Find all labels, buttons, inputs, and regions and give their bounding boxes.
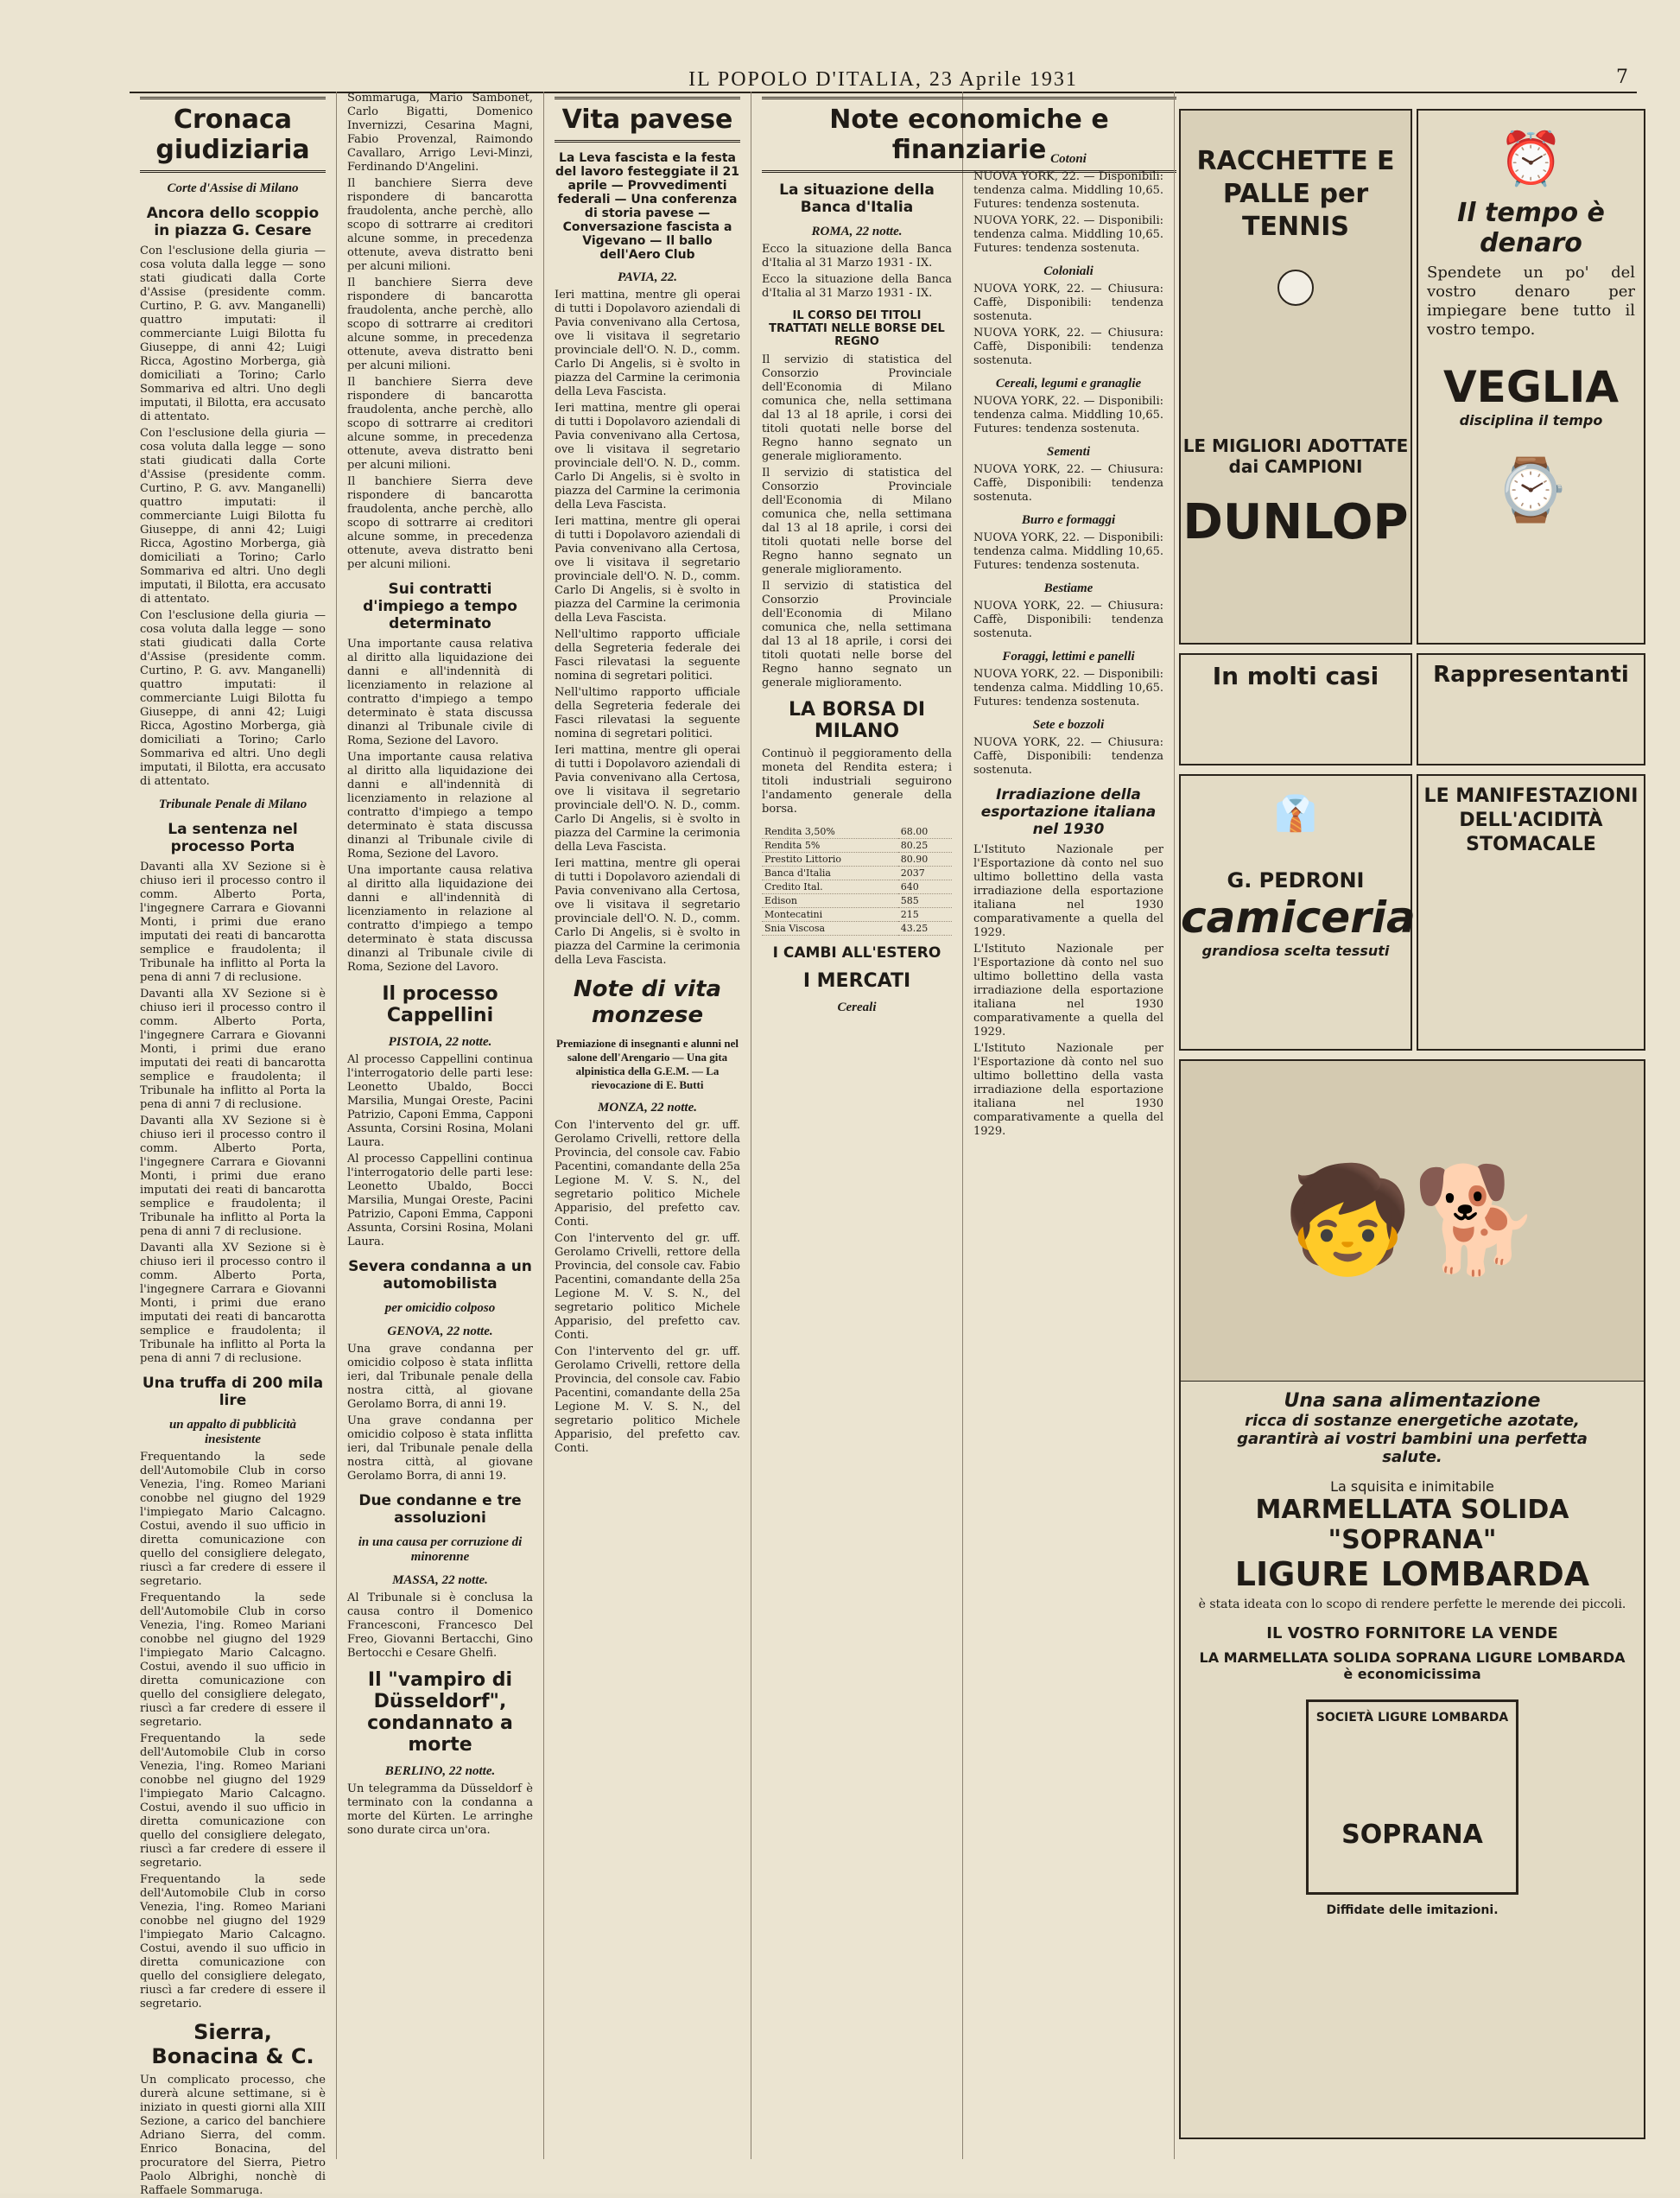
molti-casi-title: In molti casi bbox=[1212, 662, 1379, 690]
article-body: Il banchiere Sierra deve rispondere di bancarotta fraudolenta, anche perchè, allo scopo di sottrarre ai creditori alcune somme, in precedenza ottenute, aveva distratto beni per alcuni milioni. bbox=[347, 276, 533, 372]
alarm-clock-icon: ⏰ bbox=[1499, 129, 1563, 189]
article-body: NUOVA YORK, 22. — Chiusura: Caffè, Disponibili: tendenza sostenuta. bbox=[973, 327, 1163, 367]
product-box bbox=[1306, 1699, 1518, 1895]
article-body: Al Tribunale si è conclusa la causa contro il Domenico Francesconi, Francesco Del Freo, Giovanni Bertacchi, Gino Bertocchi e Cesare Ghelfi. bbox=[347, 1591, 533, 1660]
kicker: Premiazione di insegnanti e alunni nel salone dell'Arengario — Una gita alpinistica della G.E.M. — La rievocazione di E. Butti bbox=[555, 1037, 739, 1091]
pocket-watch-icon: ⌚ bbox=[1493, 454, 1569, 525]
dateline: PAVIA, 22. bbox=[617, 270, 678, 284]
subhead: Coloniali bbox=[1043, 264, 1094, 278]
subhead: Sete e bozzoli bbox=[1032, 718, 1105, 732]
article-body: Davanti alla XV Sezione si è chiuso ieri il processo contro il comm. Alberto Porta, l'ingegnere Carrara e Giovanni Monti, i primi due erano imputati dei reati di bancarotta semplice e fraudolenta; il Tribunale ha inflitto al Porta la pena di anni 7 di reclusione. bbox=[140, 988, 326, 1111]
article-body: Ieri mattina, mentre gli operai di tutti i Dopolavoro aziendali di Pavia convenivano alla Certosa, ove li visitava il segretario provinciale dell'O. N. D., comm. Carlo Di Angelis, si è svolto in piazza del Carmine la cerimonia della Leva Fascista. bbox=[555, 289, 740, 398]
subhead: Cotoni bbox=[1050, 152, 1087, 166]
section-title: Cronaca giudiziaria bbox=[155, 105, 310, 165]
dateline: MONZA, 22 notte. bbox=[597, 1101, 697, 1115]
headline: I MERCATI bbox=[802, 970, 911, 992]
quote-row bbox=[762, 867, 952, 880]
article-body: Il servizio di statistica del Consorzio Provinciale dell'Economia di Milano comunica che, nella settimana dal 13 al 18 aprile, i corsi dei titoli quotati nelle borse del Regno hanno segnato un generale miglioramento. bbox=[762, 580, 952, 689]
quote-cell: Prestito Littorio bbox=[762, 853, 898, 867]
article-body: NUOVA YORK, 22. — Chiusura: Caffè, Disponibili: tendenza sostenuta. bbox=[973, 283, 1163, 323]
marmellata-head: La squisita e inimitabile bbox=[1330, 1478, 1494, 1495]
article-body: Con l'intervento del gr. uff. Gerolamo Crivelli, rettore della Provincia, del console cav. Fabio Pacentini, comandante della 25a Legione M. V. S. N., del segretario politico Michele Apparisio, del prefetto cav. Conti. bbox=[555, 1345, 740, 1455]
article-body: Frequentando la sede dell'Automobile Club in corso Venezia, l'ing. Romeo Mariani conobbe nel giugno del 1929 l'impiegato Mario Calcagno. Costui, avendo il suo ufficio in diretta comunicazione con quello del consigliere delegato, riuscì a far credere di essere il segretario. bbox=[140, 1451, 326, 1588]
quote-cell: Snia Viscosa bbox=[762, 922, 898, 936]
headline: I CAMBI ALL'ESTERO bbox=[772, 944, 941, 962]
veglia-slogan: Il tempo è denaro bbox=[1457, 198, 1605, 258]
article-body: Con l'esclusione della giuria — cosa voluta dalla legge — sono stati giudicati dalla Corte d'Assise (presidente comm. Curtino, P. G. avv. Manganelli) quattro imputati: il commerciante Luigi Bilotta fu Giuseppe, di anni 42; Luigi Ricca, Agostino Morberga, già domiciliati a Torino; Carlo Sommariva ed altri. Uno degli imputati, il Bilotta, era accusato di attentato. bbox=[140, 245, 326, 423]
article-body: Frequentando la sede dell'Automobile Club in corso Venezia, l'ing. Romeo Mariani conobbe nel giugno del 1929 l'impiegato Mario Calcagno. Costui, avendo il suo ufficio in diretta comunicazione con quello del consigliere delegato, riuscì a far credere di essere il segretario. bbox=[140, 1873, 326, 2011]
article-body: Con l'esclusione della giuria — cosa voluta dalla legge — sono stati giudicati dalla Corte d'Assise (presidente comm. Curtino, P. G. avv. Manganelli) quattro imputati: il commerciante Luigi Bilotta fu Giuseppe, di anni 42; Luigi Ricca, Agostino Morberga, già domiciliati a Torino; Carlo Sommariva ed altri. Uno degli imputati, il Bilotta, era accusato di attentato. bbox=[140, 427, 326, 606]
quotes-table bbox=[762, 825, 952, 936]
dateline: GENOVA, 22 notte. bbox=[387, 1325, 493, 1338]
quote-cell: Edison bbox=[762, 894, 898, 908]
article-body: Davanti alla XV Sezione si è chiuso ieri il processo contro il comm. Alberto Porta, l'ingegnere Carrara e Giovanni Monti, i primi due erano imputati dei reati di bancarotta semplice e fraudolenta; il Tribunale ha inflitto al Porta la pena di anni 7 di reclusione. bbox=[140, 1115, 326, 1238]
subhead: Cereali bbox=[837, 1001, 877, 1014]
article-body: NUOVA YORK, 22. — Disponibili: tendenza calma. Middling 10,65. Futures: tendenza sostenuta. bbox=[973, 170, 1163, 211]
article-body: Ecco la situazione della Banca d'Italia al 31 Marzo 1931 - IX. bbox=[762, 273, 952, 300]
quote-cell: Banca d'Italia bbox=[762, 867, 898, 880]
subhead: Bestiame bbox=[1043, 581, 1094, 595]
headline: Ancora dello scoppio in piazza G. Cesare bbox=[146, 205, 320, 239]
headline: Severa condanna a un automobilista bbox=[348, 1258, 532, 1293]
quote-cell: 80.90 bbox=[898, 853, 952, 867]
headline: Sierra, Bonacina & C. bbox=[151, 2020, 314, 2068]
article-body: NUOVA YORK, 22. — Chiusura: Caffè, Disponibili: tendenza sostenuta. bbox=[973, 600, 1163, 640]
article-body: Frequentando la sede dell'Automobile Club in corso Venezia, l'ing. Romeo Mariani conobbe nel giugno del 1929 l'impiegato Mario Calcagno. Costui, avendo il suo ufficio in diretta comunicazione con quello del consigliere delegato, riuscì a far credere di essere il segretario. bbox=[140, 1591, 326, 1729]
marmellata-body: è stata ideata con lo scopo di rendere perfette le merende dei piccoli. bbox=[1198, 1598, 1626, 1611]
article-body: Con l'esclusione della giuria — cosa voluta dalla legge — sono stati giudicati dalla Corte d'Assise (presidente comm. Curtino, P. G. avv. Manganelli) quattro imputati: il commerciante Luigi Bilotta fu Giuseppe, di anni 42; Luigi Ricca, Agostino Morberga, già domiciliati a Torino; Carlo Sommariva ed altri. Uno degli imputati, il Bilotta, era accusato di attentato. bbox=[140, 609, 326, 788]
marmellata-title: MARMELLATA SOLIDA "SOPRANA" bbox=[1255, 1495, 1569, 1555]
article-body: Il banchiere Sierra deve rispondere di bancarotta fraudolenta, anche perchè, allo scopo di sottrarre ai creditori alcune somme, in precedenza ottenute, aveva distratto beni per alcuni milioni. bbox=[347, 376, 533, 472]
article-body: Ieri mattina, mentre gli operai di tutti i Dopolavoro aziendali di Pavia convenivano alla Certosa, ove li visitava il segretario provinciale dell'O. N. D., comm. Carlo Di Angelis, si è svolto in piazza del Carmine la cerimonia della Leva Fascista. bbox=[555, 515, 740, 625]
box-label: SOCIETÀ LIGURE LOMBARDA bbox=[1315, 1711, 1509, 1725]
quote-row bbox=[762, 853, 952, 867]
headline: Il processo Cappellini bbox=[382, 983, 498, 1026]
racchette-label: RACCHETTE E PALLE per TENNIS bbox=[1196, 146, 1395, 242]
subhead: Sementi bbox=[1046, 445, 1090, 459]
article-body: NUOVA YORK, 22. — Chiusura: Caffè, Disponibili: tendenza sostenuta. bbox=[973, 463, 1163, 504]
economica-title: LA MARMELLATA SOLIDA SOPRANA LIGURE LOMBARDA è economicissima bbox=[1199, 1649, 1626, 1682]
quote-cell: 585 bbox=[898, 894, 952, 908]
headline: Due condanne e tre assoluzioni bbox=[358, 1492, 522, 1527]
article-body: Una grave condanna per omicidio colposo è stata inflitta ieri, dal Tribunale penale della nostra città, al giovane Gerolamo Borra, di anni 19. bbox=[347, 1414, 533, 1483]
article-body: Il banchiere Sierra deve rispondere di bancarotta fraudolenta, anche perchè, allo scopo di sottrarre ai creditori alcune somme, in precedenza ottenute, aveva distratto beni per alcuni milioni. bbox=[347, 177, 533, 273]
spacer bbox=[973, 92, 1163, 143]
quote-cell: 215 bbox=[898, 908, 952, 922]
article-body: Una grave condanna per omicidio colposo è stata inflitta ieri, dal Tribunale penale della nostra città, al giovane Gerolamo Borra, di anni 19. bbox=[347, 1343, 533, 1411]
article-body: Nell'ultimo rapporto ufficiale della Segreteria federale dei Fasci rilevatasi la seguente nomina di segretari politici. bbox=[555, 686, 740, 740]
section-title: Note economiche e finanziarie bbox=[829, 105, 1109, 165]
article-body: Continuò il peggioramento della moneta del Rendita estera; i titoli industriali seguirono l'andamento generale della borsa. bbox=[762, 747, 952, 816]
acidita-ad bbox=[1417, 774, 1645, 1051]
quote-cell: Credito Ital. bbox=[762, 880, 898, 894]
headline: Una truffa di 200 mila lire bbox=[142, 1375, 324, 1409]
article-body: Ecco la situazione della Banca d'Italia al 31 Marzo 1931 - IX. bbox=[762, 243, 952, 270]
quote-row bbox=[762, 894, 952, 908]
headline: La situazione della Banca d'Italia bbox=[779, 181, 935, 216]
column-cronaca bbox=[130, 92, 337, 2197]
article-body: Un telegramma da Düsseldorf è terminato con la condanna a morte del Kürten. Le arringhe sono durate circa un'ora. bbox=[347, 1782, 533, 1837]
quote-row bbox=[762, 922, 952, 936]
soprana-ad bbox=[1179, 1059, 1645, 2139]
quote-cell: Rendita 5% bbox=[762, 839, 898, 853]
article-body: Sommaruga, Mario Sambonet, Carlo Bigatti, Domenico Invernizzi, Cesarina Magni, Fabio Provenzal, Raimondo Cavallaro, Arrigo Levi-Minzi, Ferdinando D'Angelini. bbox=[347, 92, 533, 174]
section-title: Vita pavese bbox=[561, 105, 733, 135]
article-body: Al processo Cappellini continua l'interrogatorio delle parti lese: Leonetto Ubaldo, Bocci Marsilia, Mungai Oreste, Pacini Patrizio, Caponi Emma, Capponi Assunta, Corsini Rosina, Molani Laura. bbox=[347, 1153, 533, 1248]
article-body: Il servizio di statistica del Consorzio Provinciale dell'Economia di Milano comunica che, nella settimana dal 13 al 18 aprile, i corsi dei titoli quotati nelle borse del Regno hanno segnato un generale miglioramento. bbox=[762, 467, 952, 576]
camiceria-title: camiceria bbox=[1181, 893, 1416, 943]
article-body: Davanti alla XV Sezione si è chiuso ieri il processo contro il comm. Alberto Porta, l'ingegnere Carrara e Giovanni Monti, i primi due erano imputati dei reati di bancarotta semplice e fraudolenta; il Tribunale ha inflitto al Porta la pena di anni 7 di reclusione. bbox=[140, 861, 326, 984]
dunlop-tag: LE MIGLIORI ADOTTATE dai CAMPIONI bbox=[1182, 435, 1409, 477]
subhead: Cereali, legumi e granaglie bbox=[995, 377, 1142, 391]
article-body: Ieri mattina, mentre gli operai di tutti i Dopolavoro aziendali di Pavia convenivano alla Certosa, ove li visitava il segretario provinciale dell'O. N. D., comm. Carlo Di Angelis, si è svolto in piazza del Carmine la cerimonia della Leva Fascista. bbox=[555, 857, 740, 967]
headline: IL CORSO DEI TITOLI TRATTATI NELLE BORSE DEL REGNO bbox=[769, 309, 945, 348]
molti-casi-ad bbox=[1179, 653, 1412, 765]
ligure-title: LIGURE LOMBARDA bbox=[1234, 1555, 1590, 1593]
article-body: Un complicato processo, che durerà alcune settimane, si è iniziato in questi giorni alla XIII Sezione, a carico del banchiere Adriano Sierra, del comm. Enrico Bonacina, del procuratore del Sierra, Pietro Paolo Albrighi, nonchè di Raffaele Sommaruga. bbox=[140, 2074, 326, 2197]
box-brand: SOPRANA bbox=[1341, 1820, 1483, 1850]
subhead: Foraggi, lettimi e panelli bbox=[1002, 650, 1135, 664]
veglia-tag: disciplina il tempo bbox=[1459, 412, 1603, 429]
subhead: Tribunale Penale di Milano bbox=[158, 797, 307, 811]
kicker: in una causa per corruzione di minorenne bbox=[358, 1535, 523, 1564]
quote-row bbox=[762, 880, 952, 894]
article-body: Una importante causa relativa al diritto alla liquidazione dei danni e all'indennità di licenziamento in relazione al contratto d'impiego a tempo determinato è stata discussa dinanzi al Tribunale civile di Roma, Sezione del Lavoro. bbox=[347, 864, 533, 974]
quote-cell: 43.25 bbox=[898, 922, 952, 936]
dunlop-ad bbox=[1179, 109, 1412, 645]
article-body: Ieri mattina, mentre gli operai di tutti i Dopolavoro aziendali di Pavia convenivano alla Certosa, ove li visitava il segretario provinciale dell'O. N. D., comm. Carlo Di Angelis, si è svolto in piazza del Carmine la cerimonia della Leva Fascista. bbox=[555, 402, 740, 511]
alimentazione-body: ricca di sostanze energetiche azotate, garantirà ai vostri bambini una perfetta salute. bbox=[1237, 1412, 1588, 1466]
headline: La sentenza nel processo Porta bbox=[168, 821, 298, 855]
article-body: NUOVA YORK, 22. — Disponibili: tendenza calma. Middling 10,65. Futures: tendenza sostenuta. bbox=[973, 395, 1163, 435]
article-body: L'Istituto Nazionale per l'Esportazione dà conto nel suo ultimo bollettino della vasta irradiazione della esportazione italiana nel 1930 comparativamente a quella del 1929. bbox=[973, 843, 1163, 939]
article-body: NUOVA YORK, 22. — Disponibili: tendenza calma. Middling 10,65. Futures: tendenza sostenuta. bbox=[973, 214, 1163, 255]
article-body: Al processo Cappellini continua l'interrogatorio delle parti lese: Leonetto Ubaldo, Bocci Marsilia, Mungai Oreste, Pacini Patrizio, Caponi Emma, Capponi Assunta, Corsini Rosina, Molani Laura. bbox=[347, 1053, 533, 1149]
dateline: PISTOIA, 22 notte. bbox=[388, 1035, 492, 1049]
veglia-logo: VEGLIA bbox=[1442, 362, 1620, 412]
pedroni-ad bbox=[1179, 774, 1416, 1051]
article-body: L'Istituto Nazionale per l'Esportazione dà conto nel suo ultimo bollettino della vasta irradiazione della esportazione italiana nel 1930 comparativamente a quella del 1929. bbox=[973, 943, 1163, 1039]
article-body: Il banchiere Sierra deve rispondere di bancarotta fraudolenta, anche perchè, allo scopo di sottrarre ai creditori alcune somme, in precedenza ottenute, aveva distratto beni per alcuni milioni. bbox=[347, 475, 533, 571]
article-body: Una importante causa relativa al diritto alla liquidazione dei danni e all'indennità di licenziamento in relazione al contratto d'impiego a tempo determinato è stata discussa dinanzi al Tribunale civile di Roma, Sezione del Lavoro. bbox=[347, 638, 533, 747]
veglia-body: Spendete un po' del vostro denaro per impiegare bene tutto il vostro tempo. bbox=[1427, 264, 1635, 339]
child-and-dog-illustration: 🧒🐕 bbox=[1181, 1061, 1644, 1382]
dateline: MASSA, 22 notte. bbox=[392, 1573, 488, 1587]
paper-title: IL POPOLO D'ITALIA, 23 Aprile 1931 bbox=[688, 68, 1078, 91]
quote-row bbox=[762, 839, 952, 853]
acidita-title: LE MANIFESTAZIONI DELL'ACIDITÀ STOMACALE bbox=[1423, 785, 1639, 855]
rappresentanti-ad bbox=[1417, 653, 1645, 765]
article-body: Con l'intervento del gr. uff. Gerolamo Crivelli, rettore della Provincia, del console cav. Fabio Pacentini, comandante della 25a Legione M. V. S. N., del segretario politico Michele Apparisio, del prefetto cav. Conti. bbox=[555, 1232, 740, 1342]
quote-cell: 80.25 bbox=[898, 839, 952, 853]
quote-cell: 640 bbox=[898, 880, 952, 894]
article-body: Con l'intervento del gr. uff. Gerolamo Crivelli, rettore della Provincia, del console cav. Fabio Pacentini, comandante della 25a Legione M. V. S. N., del segretario politico Michele Apparisio, del prefetto cav. Conti. bbox=[555, 1119, 740, 1229]
quote-row bbox=[762, 908, 952, 922]
camiceria-tag: grandiosa scelta tessuti bbox=[1201, 943, 1390, 959]
quote-row bbox=[762, 825, 952, 839]
section-header bbox=[555, 97, 740, 143]
column-judicial-cont bbox=[337, 92, 544, 2159]
quote-cell: Montecatini bbox=[762, 908, 898, 922]
headline: Il "vampiro di Düsseldorf", condannato a morte bbox=[367, 1669, 513, 1756]
dateline: ROMA, 22 notte. bbox=[811, 225, 903, 238]
kicker: per omicidio colposo bbox=[384, 1301, 496, 1315]
column-mercati bbox=[963, 92, 1175, 2159]
column-vita-pavese bbox=[544, 92, 751, 2159]
rappresentanti-title: Rappresentanti bbox=[1433, 662, 1629, 688]
quote-cell: Rendita 3,50% bbox=[762, 825, 898, 839]
pedroni-name: G. PEDRONI bbox=[1227, 868, 1365, 893]
article-body: Nell'ultimo rapporto ufficiale della Segreteria federale dei Fasci rilevatasi la seguente nomina di segretari politici. bbox=[555, 628, 740, 683]
masthead bbox=[130, 64, 1637, 93]
headline: LA BORSA DI MILANO bbox=[788, 699, 926, 742]
diffidate-note: Diffidate delle imitazioni. bbox=[1326, 1903, 1499, 1917]
article-body: Una importante causa relativa al diritto alla liquidazione dei danni e all'indennità di licenziamento in relazione al contratto d'impiego a tempo determinato è stata discussa dinanzi al Tribunale civile di Roma, Sezione del Lavoro. bbox=[347, 751, 533, 861]
veglia-ad bbox=[1417, 109, 1645, 645]
advertisements bbox=[1179, 92, 1645, 2159]
headline: Irradiazione della esportazione italiana nel 1930 bbox=[980, 786, 1157, 838]
article-body: NUOVA YORK, 22. — Disponibili: tendenza calma. Middling 10,65. Futures: tendenza sostenuta. bbox=[973, 531, 1163, 572]
article-body: Davanti alla XV Sezione si è chiuso ieri il processo contro il comm. Alberto Porta, l'ingegnere Carrara e Giovanni Monti, i primi due erano imputati dei reati di bancarotta semplice e fraudolenta; il Tribunale ha inflitto al Porta la pena di anni 7 di reclusione. bbox=[140, 1242, 326, 1365]
subhead: Burro e formaggi bbox=[1021, 513, 1116, 527]
article-body: Il servizio di statistica del Consorzio Provinciale dell'Economia di Milano comunica che, nella settimana dal 13 al 18 aprile, i corsi dei titoli quotati nelle borse del Regno hanno segnato un generale miglioramento. bbox=[762, 353, 952, 463]
dateline: BERLINO, 22 notte. bbox=[384, 1764, 496, 1778]
article-body: NUOVA YORK, 22. — Disponibili: tendenza calma. Middling 10,65. Futures: tendenza sostenuta. bbox=[973, 668, 1163, 708]
page-number: 7 bbox=[1616, 67, 1628, 88]
subhead: Corte d'Assise di Milano bbox=[167, 181, 299, 195]
article-body: Ieri mattina, mentre gli operai di tutti i Dopolavoro aziendali di Pavia convenivano alla Certosa, ove li visitava il segretario provinciale dell'O. N. D., comm. Carlo Di Angelis, si è svolto in piazza del Carmine la cerimonia della Leva Fascista. bbox=[555, 744, 740, 854]
article-body: L'Istituto Nazionale per l'Esportazione dà conto nel suo ultimo bollettino della vasta irradiazione della esportazione italiana nel 1930 comparativamente a quella del 1929. bbox=[973, 1042, 1163, 1138]
headline: Sui contratti d'impiego a tempo determinato bbox=[363, 581, 517, 632]
fornitore-title: IL VOSTRO FORNITORE LA VENDE bbox=[1266, 1624, 1558, 1642]
article-body: NUOVA YORK, 22. — Chiusura: Caffè, Disponibili: tendenza sostenuta. bbox=[973, 736, 1163, 777]
section-header bbox=[140, 97, 326, 173]
kicker: un appalto di pubblicità inesistente bbox=[168, 1418, 297, 1446]
shirt-icon: 👔 bbox=[1274, 794, 1317, 834]
headline: Note di vita monzese bbox=[573, 976, 722, 1028]
article-body: Frequentando la sede dell'Automobile Club in corso Venezia, l'ing. Romeo Mariani conobbe nel giugno del 1929 l'impiegato Mario Calcagno. Costui, avendo il suo ufficio in diretta comunicazione con quello del consigliere delegato, riuscì a far credere di essere il segretario. bbox=[140, 1732, 326, 1870]
headline: La Leva fascista e la festa del lavoro festeggiate il 21 aprile — Provvedimenti federali — Una conferenza di storia pavese — Conversazione fascista a Vigevano — Il ballo dell'Aero Club bbox=[555, 151, 739, 262]
dunlop-logo: DUNLOP bbox=[1182, 494, 1409, 550]
quote-cell: 2037 bbox=[898, 867, 952, 880]
alimentazione-title: Una sana alimentazione bbox=[1284, 1390, 1541, 1412]
quote-cell: 68.00 bbox=[898, 825, 952, 839]
tennis-ball-icon bbox=[1181, 270, 1411, 306]
